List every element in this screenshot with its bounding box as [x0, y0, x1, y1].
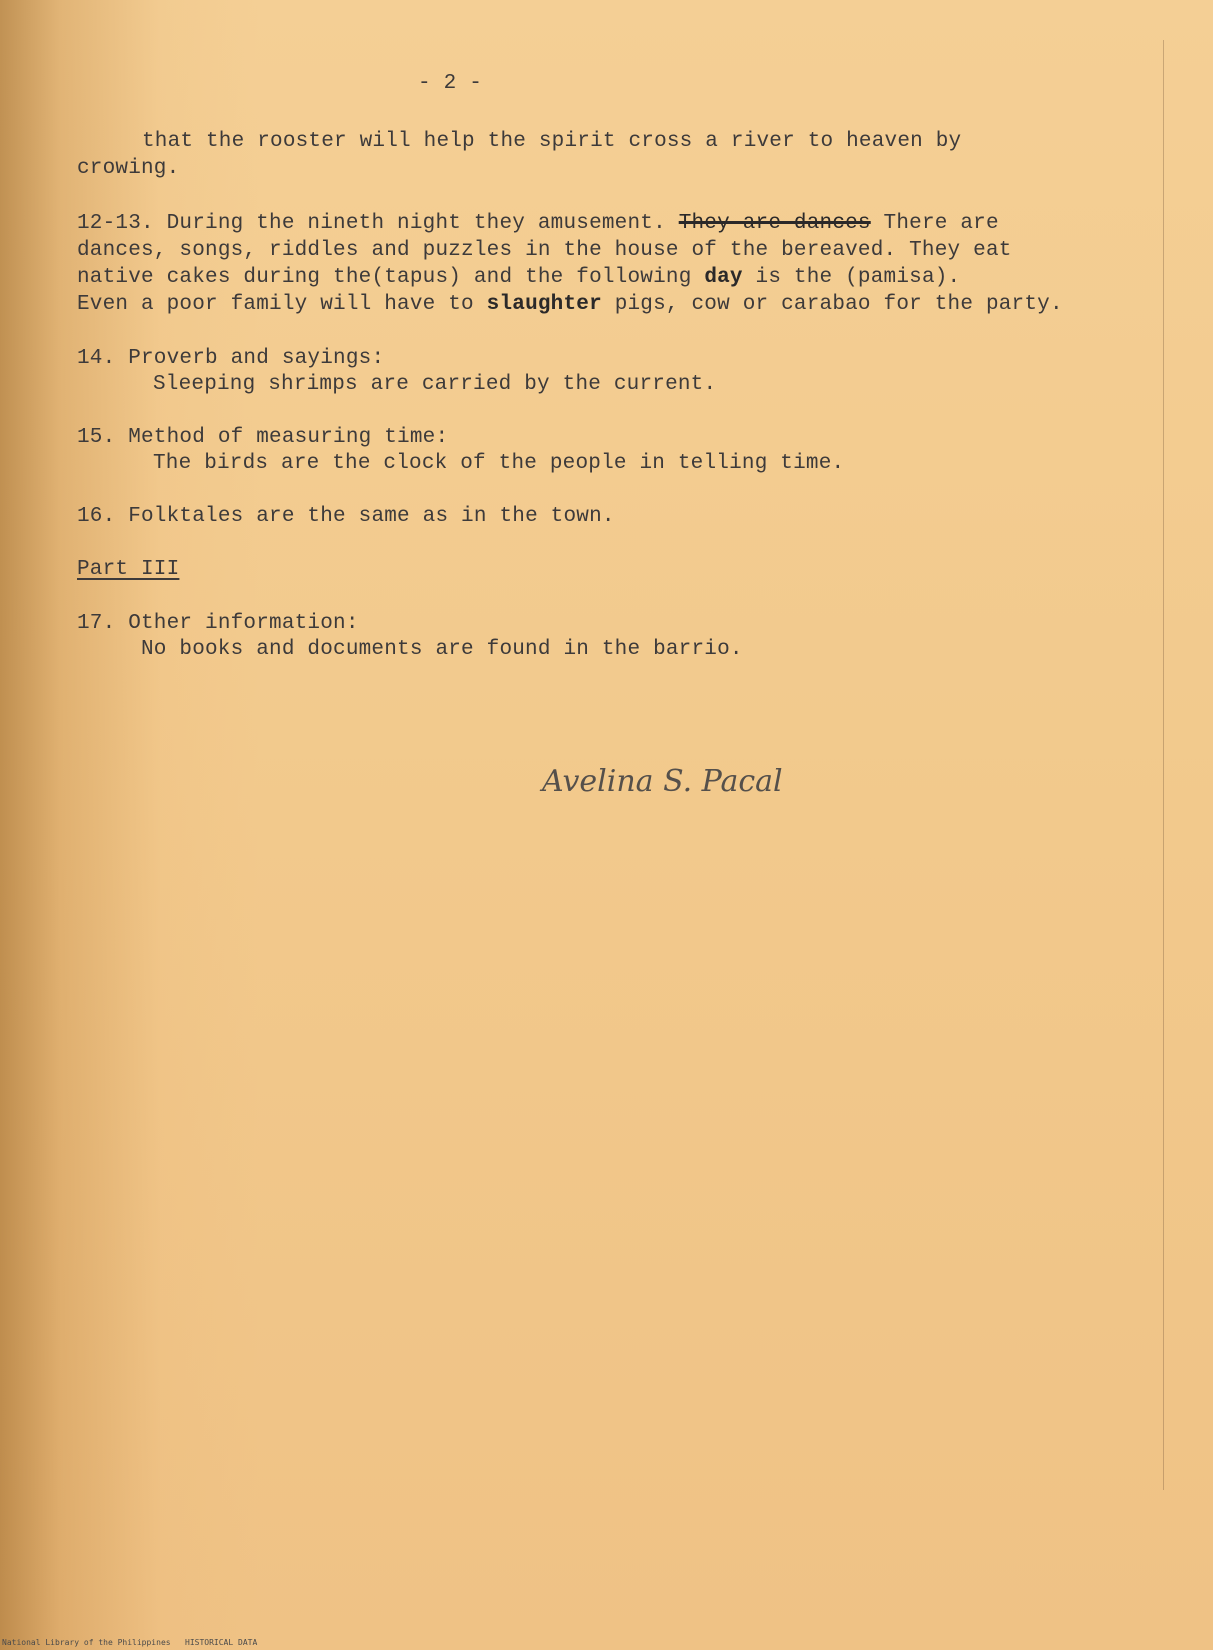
text-segment: There are: [870, 212, 999, 235]
archive-footer: National Library of the Philippines HISTORICAL DATA: [2, 1638, 258, 1647]
text-segment: 12-13. During the nineth night they amusement.: [77, 212, 679, 235]
signature-text: Avelina S. Pacal: [542, 764, 783, 799]
overtyped-text: slaughter: [486, 293, 602, 316]
text-segment: native cakes during the(tapus) and the following: [77, 266, 705, 289]
text-line: [77, 266, 960, 289]
section-heading: 17. Other information:: [77, 612, 359, 635]
part-heading: Part III: [77, 558, 180, 581]
text-line: The birds are the clock of the people in telling time.: [153, 452, 845, 475]
section-heading: 15. Method of measuring time:: [77, 426, 449, 449]
overtyped-text: day: [704, 266, 743, 289]
text-line: Sleeping shrimps are carried by the current.: [153, 373, 717, 396]
page-edge-line: [1163, 40, 1164, 1490]
signature: [538, 753, 818, 805]
text-line: No books and documents are found in the barrio.: [141, 638, 743, 661]
section-heading: 14. Proverb and sayings:: [77, 347, 385, 370]
text-line: [77, 293, 1063, 316]
text-segment: is the (pamisa).: [742, 266, 961, 289]
struck-out-text: They are dances: [678, 212, 871, 235]
section-heading: 16. Folktales are the same as in the town.: [77, 505, 615, 528]
text-line: crowing.: [77, 157, 180, 180]
text-segment: Even a poor family will have to: [77, 293, 487, 316]
text-line: dances, songs, riddles and puzzles in the house of the bereaved. They eat: [77, 239, 1012, 262]
text-segment: pigs, cow or carabao for the party.: [601, 293, 1063, 316]
page-number: - 2 -: [418, 72, 483, 95]
text-line: [77, 212, 999, 235]
text-line: that the rooster will help the spirit cross a river to heaven by: [142, 130, 962, 153]
